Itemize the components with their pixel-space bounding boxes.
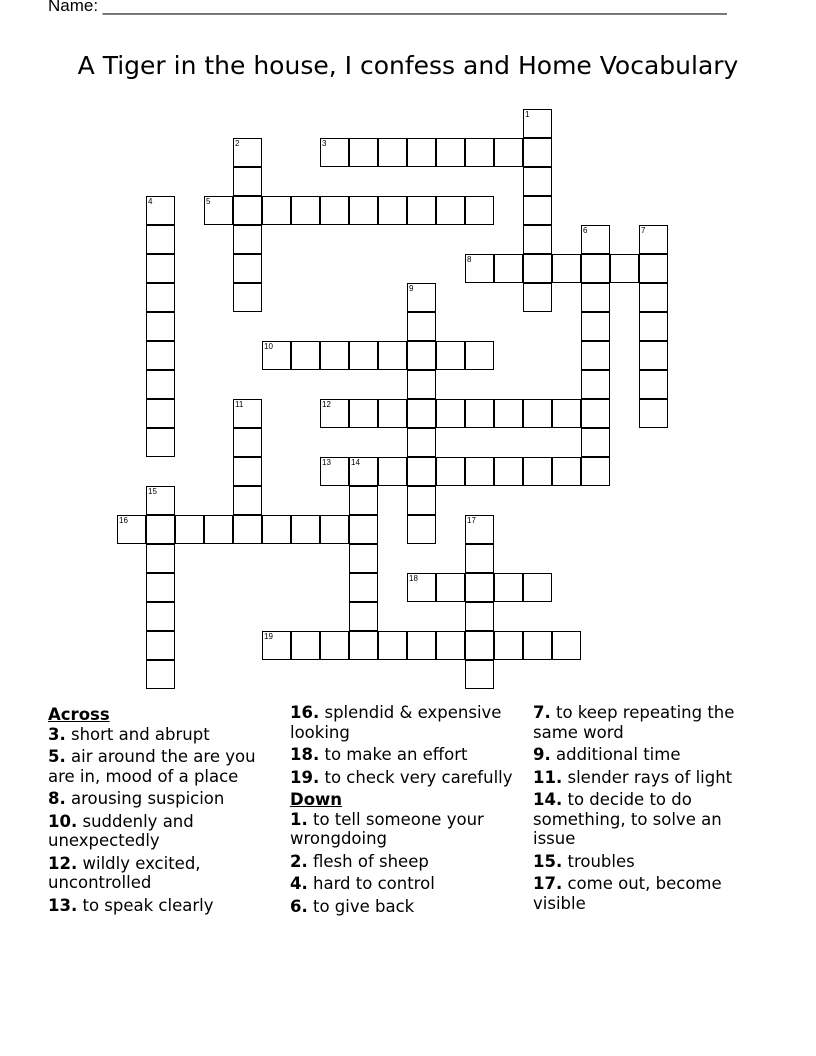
grid-cell[interactable] [233,196,262,225]
across-heading: Across [48,705,110,724]
grid-cell[interactable] [349,486,378,515]
grid-cell[interactable] [407,312,436,341]
clue-number: 8 [467,255,472,264]
grid-cell[interactable] [581,254,610,283]
grid-cell[interactable] [581,312,610,341]
clue-down-11: 11. slender rays of light [533,767,733,787]
grid-cell[interactable] [523,631,552,660]
grid-cell[interactable] [465,457,494,486]
clue-number: 17 [467,516,476,525]
clue-number: 5 [206,197,211,206]
grid-cell[interactable] [233,515,262,544]
grid-cell[interactable] [146,428,175,457]
grid-cell[interactable] [581,428,610,457]
clue-down-14: 14. to decide to do something, to solve an issue [533,790,722,848]
grid-cell[interactable] [465,196,494,225]
grid-cell[interactable] [465,138,494,167]
grid-cell[interactable] [436,457,465,486]
grid-cell[interactable] [523,196,552,225]
name-field-label: Name: __________________________________________________________________ [48,0,727,15]
grid-cell[interactable] [349,341,378,370]
grid-cell[interactable] [407,486,436,515]
grid-cell[interactable] [639,225,668,254]
grid-cell[interactable] [349,138,378,167]
grid-cell[interactable] [117,515,146,544]
grid-cell[interactable] [233,486,262,515]
grid-cell[interactable] [465,515,494,544]
grid-cell[interactable] [233,457,262,486]
grid-cell[interactable] [233,254,262,283]
grid-cell[interactable] [320,631,349,660]
grid-cell[interactable] [436,573,465,602]
clue-number: 19 [264,632,273,641]
grid-cell[interactable] [581,341,610,370]
grid-cell[interactable] [378,457,407,486]
grid-cell[interactable] [407,457,436,486]
grid-cell[interactable] [349,631,378,660]
clue-number: 4 [148,197,153,206]
grid-cell[interactable] [146,660,175,689]
grid-cell[interactable] [523,573,552,602]
grid-cell[interactable] [610,254,639,283]
clue-number: 3 [322,139,327,148]
grid-cell[interactable] [146,486,175,515]
grid-cell[interactable] [465,631,494,660]
grid-cell[interactable] [349,457,378,486]
grid-cell[interactable] [146,341,175,370]
grid-cell[interactable] [349,544,378,573]
grid-cell[interactable] [494,254,523,283]
clue-number: 18 [409,574,418,583]
grid-cell[interactable] [146,312,175,341]
grid-cell[interactable] [175,515,204,544]
grid-cell[interactable] [639,283,668,312]
clue-number: 14 [351,458,360,467]
clue-number: 2 [235,139,240,148]
clue-down-1: 1. to tell someone your wrongdoing [290,809,484,848]
grid-cell[interactable] [320,138,349,167]
grid-cell[interactable] [494,138,523,167]
grid-cell[interactable] [233,225,262,254]
grid-cell[interactable] [146,602,175,631]
clue-down-17: 17. come out, become visible [533,874,722,913]
grid-cell[interactable] [552,399,581,428]
grid-cell[interactable] [233,138,262,167]
grid-cell[interactable] [407,631,436,660]
grid-cell[interactable] [639,254,668,283]
grid-cell[interactable] [233,428,262,457]
grid-cell[interactable] [233,399,262,428]
grid-cell[interactable] [494,573,523,602]
grid-cell[interactable] [523,225,552,254]
grid-cell[interactable] [465,399,494,428]
grid-cell[interactable] [262,515,291,544]
grid-cell[interactable] [436,196,465,225]
grid-cell[interactable] [407,573,436,602]
grid-cell[interactable] [146,225,175,254]
clue-across-13: 13. to speak clearly [48,895,214,915]
grid-cell[interactable] [581,283,610,312]
grid-cell[interactable] [262,631,291,660]
grid-cell[interactable] [523,138,552,167]
grid-cell[interactable] [436,399,465,428]
grid-cell[interactable] [639,370,668,399]
grid-cell[interactable] [349,196,378,225]
clue-number: 1 [525,110,530,119]
grid-cell[interactable] [436,138,465,167]
grid-cell[interactable] [146,370,175,399]
grid-cell[interactable] [146,544,175,573]
clue-across-12: 12. wildly excited, uncontrolled [48,853,201,892]
grid-cell[interactable] [523,457,552,486]
grid-cell[interactable] [349,602,378,631]
grid-cell[interactable] [407,138,436,167]
grid-cell[interactable] [581,457,610,486]
grid-cell[interactable] [146,254,175,283]
clue-number: 6 [583,226,588,235]
grid-cell[interactable] [407,428,436,457]
grid-cell[interactable] [291,631,320,660]
grid-cell[interactable] [436,631,465,660]
clue-number: 7 [641,226,646,235]
grid-cell[interactable] [378,631,407,660]
grid-cell[interactable] [465,544,494,573]
clue-number: 12 [322,400,331,409]
grid-cell[interactable] [523,254,552,283]
grid-cell[interactable] [146,283,175,312]
grid-cell[interactable] [494,457,523,486]
grid-cell[interactable] [465,254,494,283]
grid-cell[interactable] [320,399,349,428]
grid-cell[interactable] [465,602,494,631]
grid-cell[interactable] [523,399,552,428]
grid-cell[interactable] [146,515,175,544]
grid-cell[interactable] [436,341,465,370]
grid-cell[interactable] [378,399,407,428]
grid-cell[interactable] [639,312,668,341]
clue-down-7: 7. to keep repeating the same word [533,703,735,742]
grid-cell[interactable] [378,341,407,370]
grid-cell[interactable] [320,341,349,370]
grid-cell[interactable] [146,573,175,602]
grid-cell[interactable] [262,196,291,225]
grid-cell[interactable] [146,399,175,428]
grid-cell[interactable] [349,399,378,428]
clues-column-1 [48,703,278,918]
grid-cell[interactable] [291,341,320,370]
grid-cell[interactable] [581,225,610,254]
page-title: A Tiger in the house, I confess and Home Vocabulary [77,51,739,80]
clue-across-3: 3. short and abrupt [48,724,210,744]
clues-column-3 [533,703,763,916]
clue-across-8: 8. arousing suspicion [48,789,225,808]
grid-cell[interactable] [262,341,291,370]
grid-cell[interactable] [552,254,581,283]
clue-number: 15 [148,487,157,496]
grid-cell[interactable] [204,515,233,544]
grid-cell[interactable] [407,399,436,428]
clue-across-16: 16. splendid & expensive looking [290,703,502,742]
grid-cell[interactable] [407,283,436,312]
grid-cell[interactable] [407,370,436,399]
grid-cell[interactable] [146,631,175,660]
clue-number: 10 [264,342,273,351]
clue-number: 13 [322,458,331,467]
grid-cell[interactable] [291,515,320,544]
clue-number: 11 [235,400,244,409]
grid-cell[interactable] [465,660,494,689]
clue-down-2: 2. flesh of sheep [290,851,429,871]
clue-across-19: 19. to check very carefully [290,767,513,787]
grid-cell[interactable] [552,631,581,660]
grid-cell[interactable] [494,399,523,428]
grid-cell[interactable] [378,196,407,225]
grid-cell[interactable] [465,573,494,602]
down-heading: Down [290,790,343,809]
grid-cell[interactable] [320,515,349,544]
clue-down-15: 15. troubles [533,851,635,871]
grid-cell[interactable] [523,283,552,312]
grid-cell[interactable] [407,196,436,225]
clue-across-18: 18. to make an effort [290,745,468,764]
grid-cell[interactable] [378,138,407,167]
clue-number: 16 [119,516,128,525]
grid-cell[interactable] [146,196,175,225]
grid-cell[interactable] [639,399,668,428]
grid-cell[interactable] [581,370,610,399]
clue-across-5: 5. air around the are you are in, mood of a place [48,747,256,786]
grid-cell[interactable] [349,573,378,602]
clue-down-9: 9. additional time [533,745,681,764]
grid-cell[interactable] [320,457,349,486]
clue-down-6: 6. to give back [290,896,415,916]
grid-cell[interactable] [291,196,320,225]
grid-cell[interactable] [349,515,378,544]
grid-cell[interactable] [407,341,436,370]
grid-cell[interactable] [639,341,668,370]
grid-cell[interactable] [233,167,262,196]
clue-number: 9 [409,284,414,293]
grid-cell[interactable] [552,457,581,486]
grid-cell[interactable] [233,283,262,312]
grid-cell[interactable] [465,341,494,370]
grid-cell[interactable] [204,196,233,225]
grid-cell[interactable] [581,399,610,428]
clues-column-2 [290,703,520,919]
grid-cell[interactable] [523,167,552,196]
grid-cell[interactable] [494,631,523,660]
grid-cell[interactable] [320,196,349,225]
grid-cell[interactable] [523,109,552,138]
grid-cell[interactable] [407,515,436,544]
clue-across-10: 10. suddenly and unexpectedly [48,811,194,850]
clue-down-4: 4. hard to control [290,874,435,893]
